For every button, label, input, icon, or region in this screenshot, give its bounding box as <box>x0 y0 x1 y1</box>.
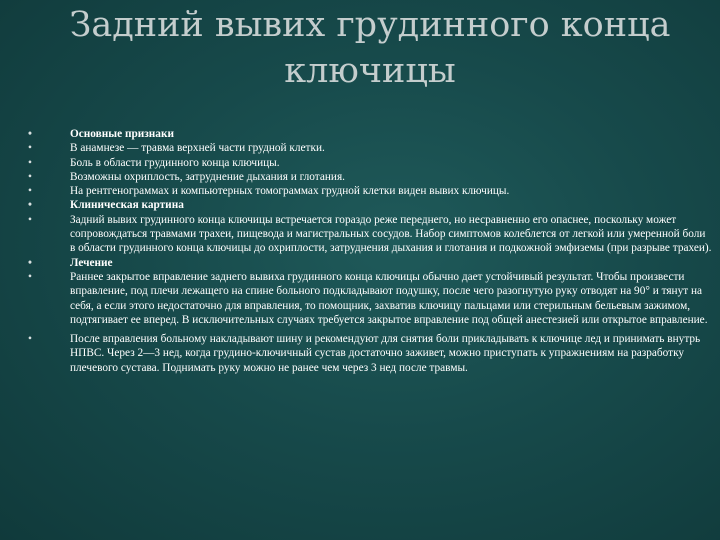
list-item-text: Лечение <box>70 256 113 269</box>
list-item-text: Клиническая картина <box>70 199 184 212</box>
list-item-text: Боль в области грудинного конца ключицы. <box>70 156 280 169</box>
list-item-text: На рентгенограммах и компьютерных томограммах грудной клетки виден вывих ключицы. <box>70 185 510 198</box>
bullet-icon: • <box>28 256 32 269</box>
list-item <box>28 198 712 212</box>
slide-title: Задний вывих грудинного конца ключицы <box>69 5 671 91</box>
list-item-text: Возможны охриплость, затруднение дыхания и глотания. <box>70 170 346 183</box>
bullet-icon: • <box>28 333 32 346</box>
list-item-text: Раннее закрытое вправление заднего вывиха грудинного конца ключицы обычно дает устойчивый результат. Чтобы произвести вправление, под плечи лежащего на спине больного подкладывают подушку, после чего разогнутую руку отводят на 90° и тянут на себя, а если этого недостаточно для вправления, то помощник, захватив ключицу пальцами или стерильным бельевым зажимом, подтягивает ее вперед. В исключительных случаях требуется закрытое вправление под общей анестезией или открытое вправление. <box>70 270 708 326</box>
list-item-text: После вправления больному накладывают шину и рекомендуют для снятия боли прикладывать к ключице лед и принимать внутрь НПВС. Через 2—3 нед, когда грудино-ключичный сустав достаточно заживет, можно приступать к упражнениям на разработку плечевого сустава. Поднимать руку можно не ранее чем через 3 нед после травмы. <box>70 333 701 374</box>
list-item <box>28 270 712 327</box>
list-item <box>28 127 712 141</box>
bullet-icon: • <box>28 185 32 198</box>
list-item <box>28 213 712 256</box>
bullet-icon: • <box>28 142 32 155</box>
bullet-icon: • <box>28 128 32 140</box>
list-item <box>28 141 712 155</box>
bullet-icon: • <box>28 170 32 183</box>
bullet-list <box>28 127 712 375</box>
list-item <box>28 256 712 270</box>
bullet-icon: • <box>28 199 32 212</box>
list-item <box>28 170 712 184</box>
list-item <box>28 332 712 375</box>
list-item-text: В анамнезе — травма верхней части грудной клетки. <box>70 142 325 155</box>
bullet-icon: • <box>28 213 32 226</box>
list-item-text: Задний вывих грудинного конца ключицы встречается гораздо реже переднего, но несравненно его опаснее, поскольку может сопровождаться травмами трахеи, пищевода и магистральных сосудов. Набор симптомов колеблется от легкой или умеренной боли в области грудинного конца ключицы до охриплости, затруднения дыхания и глотания и подкожной эмфиземы (при разрыве трахеи). <box>70 213 712 255</box>
list-item <box>28 184 712 198</box>
bullet-icon: • <box>28 156 32 169</box>
bullet-icon: • <box>28 270 32 283</box>
list-item <box>28 156 712 170</box>
list-item-text: Основные признаки <box>70 128 174 140</box>
